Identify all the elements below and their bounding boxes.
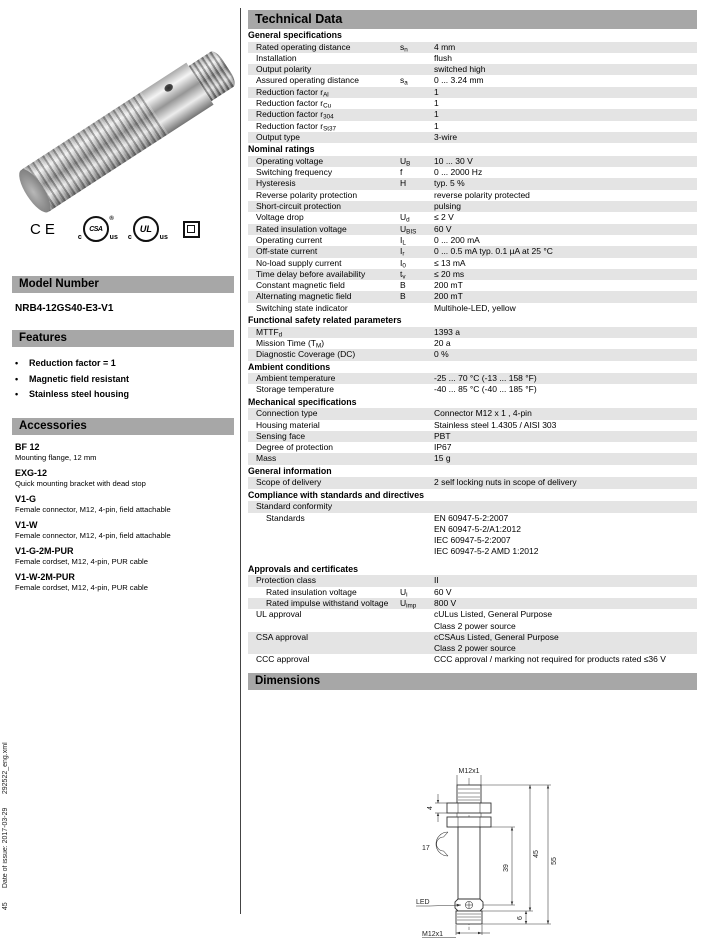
row-label: CCC approval: [256, 654, 310, 665]
row-label: Constant magnetic field: [256, 280, 345, 291]
thread-top-label: M12x1: [458, 767, 480, 775]
row-value: 60 V: [434, 586, 452, 597]
row-value: 1: [434, 98, 439, 109]
row-label: Switching state indicator: [256, 302, 348, 313]
row-value: 200 mT: [434, 291, 463, 302]
accessory-name: V1-W: [15, 519, 38, 530]
model-number: NRB4-12GS40-E3-V1: [15, 303, 114, 314]
row-label: Standards: [266, 512, 305, 523]
row-value: -40 ... 85 °C (-40 ... 185 °F): [434, 384, 537, 395]
row-label: Operating current: [256, 234, 323, 245]
feature-text: Stainless steel housing: [29, 389, 130, 399]
section-header: Nominal ratings: [248, 144, 315, 155]
row-symbol: $U_{imp}$: [400, 597, 417, 610]
row-label: Reduction factor $r_{304}$: [256, 109, 334, 121]
table-row: [248, 408, 697, 419]
ce-mark-icon: CE: [30, 220, 59, 238]
table-row: [248, 291, 697, 302]
row-value: Connector M12 x 1 , 4-pin: [434, 408, 532, 419]
row-label: Rated impulse withstand voltage: [266, 597, 389, 608]
accessory-description: Mounting flange, 12 mm: [15, 452, 97, 462]
accessory-item: [15, 494, 234, 515]
tech-sections: [248, 30, 697, 666]
row-symbol: $U_{BIS}$: [400, 223, 417, 236]
hex-nut-2: [447, 817, 491, 827]
row-value: 0 ... 2000 Hz: [434, 167, 483, 178]
table-row: [248, 338, 697, 349]
row-label: Short-circuit protection: [256, 201, 342, 212]
table-row: [248, 75, 697, 86]
page-number: 45: [2, 902, 9, 910]
row-label: Rated insulation voltage: [266, 586, 357, 597]
section-header: Compliance with standards and directives: [248, 489, 424, 500]
ul-c: c: [127, 234, 132, 241]
csa-mark-icon: [77, 216, 118, 242]
table-row: [248, 212, 697, 223]
sensor-barrel: [458, 827, 480, 899]
row-label: Installation: [256, 52, 297, 63]
document-id: 292522_eng.xml: [2, 741, 9, 794]
table-row: [248, 513, 697, 558]
row-value: 15 g: [434, 453, 451, 464]
right-column: [248, 10, 697, 947]
row-label: Off-state current: [256, 246, 318, 257]
ul-mark-icon: [127, 216, 168, 242]
led-hole: [163, 83, 174, 94]
row-label: Protection class: [256, 575, 316, 586]
protection-class-2-icon: [183, 221, 200, 238]
row-value: 1: [434, 120, 439, 131]
table-row: [248, 109, 697, 120]
row-value: 0 ... 3.24 mm: [434, 75, 484, 86]
table-row: [248, 235, 697, 246]
row-symbol: B: [400, 280, 406, 291]
table-row: [248, 327, 697, 338]
page-footer-vertical: [2, 742, 9, 910]
section-header: Ambient conditions: [248, 361, 331, 372]
row-symbol: $s_a$: [400, 75, 408, 87]
table-row: [248, 453, 697, 464]
row-value: IP67: [434, 442, 452, 453]
accessory-item: [15, 572, 234, 593]
table-row: [248, 178, 697, 189]
accessory-name: V1-G-2M-PUR: [15, 545, 74, 556]
row-label: Degree of protection: [256, 442, 334, 453]
features-list: [15, 356, 234, 403]
row-label: Mass: [256, 453, 277, 464]
accessory-item: [15, 546, 234, 567]
row-symbol: $I_L$: [400, 234, 406, 247]
accessory-description: Quick mounting bracket with dead stop: [15, 478, 146, 488]
row-label: Connection type: [256, 408, 318, 419]
row-value: 0 ... 0.5 mA typ. 0.1 µA at 25 °C: [434, 246, 553, 257]
table-row: [248, 258, 697, 269]
row-value: 1: [434, 86, 439, 97]
bullet-icon: •: [15, 389, 19, 399]
row-label: Switching frequency: [256, 167, 333, 178]
row-label: Reverse polarity protection: [256, 189, 358, 200]
features-header: Features: [12, 330, 234, 347]
row-label: Alternating magnetic field: [256, 291, 352, 302]
row-value: pulsing: [434, 201, 461, 212]
accessory-item: [15, 442, 234, 463]
accessory-name: EXG-12: [15, 467, 48, 478]
table-row: [248, 246, 697, 257]
table-row: [248, 575, 697, 586]
row-value: 800 V: [434, 597, 457, 608]
table-row: [248, 431, 697, 442]
section-header: Functional safety related parameters: [248, 315, 402, 326]
table-row: [248, 384, 697, 395]
feature-item: [15, 356, 234, 372]
table-row: [248, 167, 697, 178]
feature-item: [15, 387, 234, 403]
feature-text: Reduction factor = 1: [29, 358, 116, 368]
table-row: [248, 64, 697, 75]
dim-55: 55: [551, 856, 558, 865]
left-column: [12, 10, 234, 598]
row-symbol: f: [400, 167, 403, 178]
row-value: CCC approval / marking not required for products rated ≤36 V: [434, 654, 666, 665]
sensor-cylinder-image: [14, 45, 241, 217]
wrench-size-label: 17: [422, 844, 430, 852]
table-row: [248, 269, 697, 280]
row-value: PBT: [434, 430, 451, 441]
ul-label: UL: [139, 224, 152, 234]
model-number-header: Model Number: [12, 276, 234, 293]
bullet-icon: •: [15, 373, 19, 384]
row-value: ≤ 13 mA: [434, 257, 466, 268]
bullet-icon: •: [15, 358, 19, 368]
row-symbol: $t_v$: [400, 268, 406, 281]
accessory-description: Female connector, M12, 4-pin, field attachable: [15, 504, 171, 514]
row-value: 0 ... 200 mA: [434, 234, 480, 245]
table-row: [248, 501, 697, 512]
row-value: flush: [434, 52, 452, 63]
row-value: 3-wire: [434, 131, 458, 142]
dim-45: 45: [533, 849, 540, 858]
row-label: No-load supply current: [256, 257, 342, 268]
row-value: 4 mm: [434, 41, 456, 52]
row-label: $MTTF_d$: [256, 326, 283, 339]
accessory-name: BF 12: [15, 441, 40, 452]
table-row: [248, 373, 697, 384]
wrench-icon: [436, 832, 448, 856]
row-label: Output type: [256, 131, 300, 142]
row-label: Reduction factor $r_{St37}$: [256, 120, 337, 133]
csa-c: c: [77, 234, 82, 241]
accessories-list: [15, 442, 234, 593]
feature-item: [15, 372, 234, 388]
row-value: switched high: [434, 64, 486, 75]
row-symbol: $I_0$: [400, 257, 406, 270]
certification-logos: [30, 212, 234, 246]
table-row: [248, 224, 697, 235]
row-value: 200 mT: [434, 280, 463, 291]
accessories-header: Accessories: [12, 418, 234, 435]
row-value: -25 ... 70 °C (-13 ... 158 °F): [434, 373, 537, 384]
row-label: Storage temperature: [256, 384, 334, 395]
row-symbol: $U_i$: [400, 586, 408, 599]
accessory-name: V1-G: [15, 493, 37, 504]
accessory-description: Female cordset, M12, 4-pin, PUR cable: [15, 556, 148, 566]
table-row: [248, 632, 697, 655]
product-photo: [12, 10, 222, 190]
row-value: 20 a: [434, 337, 451, 348]
row-label: CSA approval: [256, 631, 308, 642]
row-label: Sensing face: [256, 430, 306, 441]
table-row: [248, 280, 697, 291]
row-symbol: $I_r$: [400, 246, 405, 258]
table-row: [248, 654, 697, 665]
ul-us: us: [159, 234, 168, 241]
row-value: 60 V: [434, 223, 452, 234]
row-label: Hysteresis: [256, 178, 296, 189]
csa-registered: ®: [109, 216, 114, 222]
table-row: [248, 420, 697, 431]
accessory-description: Female connector, M12, 4-pin, field attachable: [15, 530, 171, 540]
row-value: 2 self locking nuts in scope of delivery: [434, 477, 577, 488]
column-divider: [240, 8, 241, 914]
row-label: Reduction factor $r_{Cu}$: [256, 98, 332, 110]
row-value: Multihole-LED, yellow: [434, 302, 516, 313]
date-of-issue: Date of issue: 2017-03-29: [2, 807, 9, 889]
row-label: Rated operating distance: [256, 41, 351, 52]
table-row: [248, 598, 697, 609]
dimension-drawing-svg: [414, 764, 564, 942]
table-row: [248, 53, 697, 64]
row-label: Rated insulation voltage: [256, 223, 347, 234]
connector-outline: [457, 785, 481, 803]
dimension-drawing: [414, 764, 564, 947]
table-row: [248, 42, 697, 53]
row-value: typ. 5 %: [434, 178, 465, 189]
row-symbol: $s_n$: [400, 41, 408, 54]
row-value: cULus Listed, General Purpose Class 2 power source: [434, 609, 553, 631]
row-value: 10 ... 30 V: [434, 155, 473, 166]
csa-label: CSA: [89, 225, 103, 233]
table-row: [248, 98, 697, 109]
table-row: [248, 121, 697, 132]
row-value: 0 %: [434, 349, 449, 360]
table-row: [248, 201, 697, 212]
row-symbol: B: [400, 291, 406, 302]
dim-6: 6: [517, 915, 524, 920]
row-symbol: $U_B$: [400, 155, 411, 168]
section-header: General information: [248, 465, 332, 476]
accessory-name: V1-W-2M-PUR: [15, 571, 75, 582]
row-value: ≤ 2 V: [434, 212, 454, 223]
table-row: [248, 190, 697, 201]
row-label: Assured operating distance: [256, 75, 360, 86]
table-row: [248, 477, 697, 488]
row-label: Voltage drop: [256, 212, 304, 223]
row-value: 1393 a: [434, 326, 460, 337]
csa-us: us: [109, 234, 118, 241]
row-label: Scope of delivery: [256, 477, 322, 488]
table-row: [248, 303, 697, 314]
table-row: [248, 442, 697, 453]
row-label: UL approval: [256, 609, 302, 620]
section-header: Mechanical specifications: [248, 396, 357, 407]
dim-39: 39: [503, 863, 510, 872]
nut-height-dim: 4: [427, 805, 434, 810]
row-value: Stainless steel 1.4305 / AISI 303: [434, 419, 557, 430]
dimensions-title: Dimensions: [248, 673, 697, 690]
row-value: ≤ 20 ms: [434, 268, 465, 279]
row-value: EN 60947-5-2:2007 EN 60947-5-2/A1:2012 IEC 60947-5-2:2007 IEC 60947-5-2 AMD 1:2012: [434, 512, 539, 557]
table-row: [248, 587, 697, 598]
row-value: 1: [434, 109, 439, 120]
row-symbol: $U_d$: [400, 212, 410, 224]
table-row: [248, 349, 697, 360]
row-label: Output polarity: [256, 64, 312, 75]
section-header: Approvals and certificates: [248, 563, 358, 574]
led-label: LED: [416, 898, 430, 906]
row-value: reverse polarity protected: [434, 189, 530, 200]
row-value: II: [434, 575, 439, 586]
hex-nut-1: [447, 803, 491, 813]
technical-data-title: Technical Data: [248, 10, 697, 29]
table-row: [248, 156, 697, 167]
row-label: Housing material: [256, 419, 320, 430]
table-row: [248, 132, 697, 143]
thread-bottom-label: M12x1: [422, 930, 444, 938]
accessory-item: [15, 520, 234, 541]
row-symbol: H: [400, 178, 407, 189]
row-label: Ambient temperature: [256, 373, 336, 384]
row-label: Diagnostic Coverage (DC): [256, 349, 356, 360]
row-label: Standard conformity: [256, 501, 333, 512]
section-header: General specifications: [248, 30, 342, 40]
table-row: [248, 609, 697, 632]
accessory-item: [15, 468, 234, 489]
row-label: Time delay before availability: [256, 268, 366, 279]
table-row: [248, 87, 697, 98]
row-value: cCSAus Listed, General Purpose Class 2 power source: [434, 631, 559, 654]
row-label: Reduction factor $r_{Al}$: [256, 86, 329, 99]
feature-text: Magnetic field resistant: [29, 373, 130, 384]
row-label: Mission Time $(T_M)$: [256, 337, 325, 350]
accessory-description: Female cordset, M12, 4-pin, PUR cable: [15, 582, 148, 592]
row-label: Operating voltage: [256, 155, 324, 166]
sensing-cap: [456, 911, 482, 924]
